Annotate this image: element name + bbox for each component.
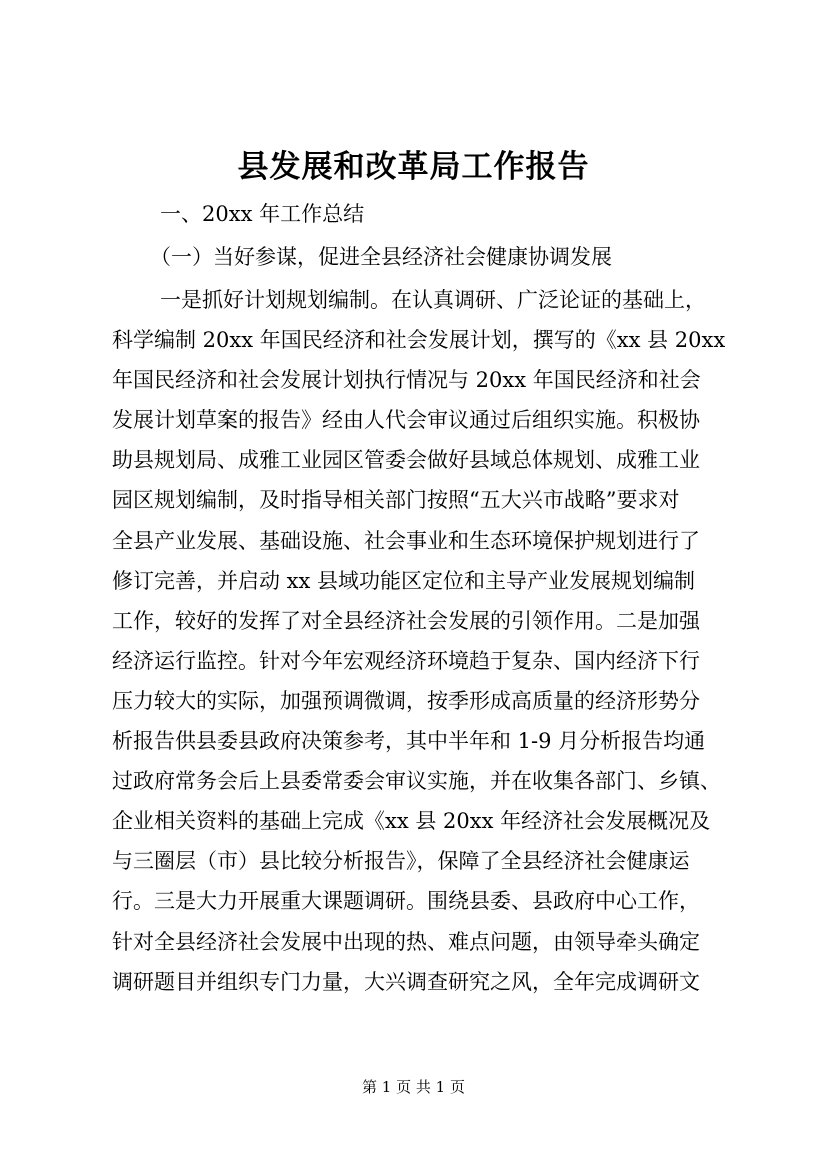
body-line: 发展计划草案的报告》经由人代会审议通过后组织实施。积极协 bbox=[112, 408, 700, 433]
body-line: 年国民经济和社会发展计划执行情况与 20xx 年国民经济和社会 bbox=[112, 368, 701, 393]
page-footer: 第 1 页 共 1 页 bbox=[362, 1078, 465, 1096]
subsection-heading: （一）当好参谋，促进全县经济社会健康协调发展 bbox=[150, 245, 612, 269]
body-line: 过政府常务会后上县委常委会审议实施，并在收集各部门、乡镇、 bbox=[112, 769, 721, 794]
body-line: 全县产业发展、基础设施、社会事业和生态环境保护规划进行了 bbox=[112, 528, 700, 553]
body-line: 企业相关资料的基础上完成《xx 县 20xx 年经济社会发展概况及 bbox=[112, 809, 711, 834]
body-line: 行。三是大力开展重大课题调研。围绕县委、县政府中心工作， bbox=[112, 889, 700, 914]
body-line: 压力较大的实际，加强预调微调，按季形成高质量的经济形势分 bbox=[112, 688, 700, 713]
body-line: 与三圈层（市）县比较分析报告》，保障了全县经济社会健康运 bbox=[112, 849, 690, 874]
body-text bbox=[112, 280, 732, 1002]
body-line: 修订完善，并启动 xx 县域功能区定位和主导产业发展规划编制 bbox=[112, 568, 696, 593]
body-line: 析报告供县委县政府决策参考，其中半年和 1-9 月分析报告均通 bbox=[112, 729, 706, 754]
body-line: 园区规划编制，及时指导相关部门按照“五大兴市战略”要求对 bbox=[112, 488, 680, 513]
section-heading: 一、20xx 年工作总结 bbox=[160, 202, 365, 226]
document-title: 县发展和改革局工作报告 bbox=[237, 149, 590, 185]
body-line: 调研题目并组织专门力量，大兴调查研究之风，全年完成调研文 bbox=[112, 969, 700, 994]
body-line: 针对全县经济社会发展中出现的热、难点问题，由领导牵头确定 bbox=[112, 929, 700, 954]
body-line: 工作，较好的发挥了对全县经济社会发展的引领作用。二是加强 bbox=[112, 608, 700, 633]
body-line: 经济运行监控。针对今年宏观经济环境趋于复杂、国内经济下行 bbox=[112, 648, 700, 673]
body-line: 助县规划局、成雅工业园区管委会做好县域总体规划、成雅工业 bbox=[112, 448, 700, 473]
body-line: 一是抓好计划规划编制。在认真调研、广泛论证的基础上， bbox=[160, 288, 706, 312]
body-line: 科学编制 20xx 年国民经济和社会发展计划，撰写的《xx 县 20xx bbox=[112, 328, 726, 353]
